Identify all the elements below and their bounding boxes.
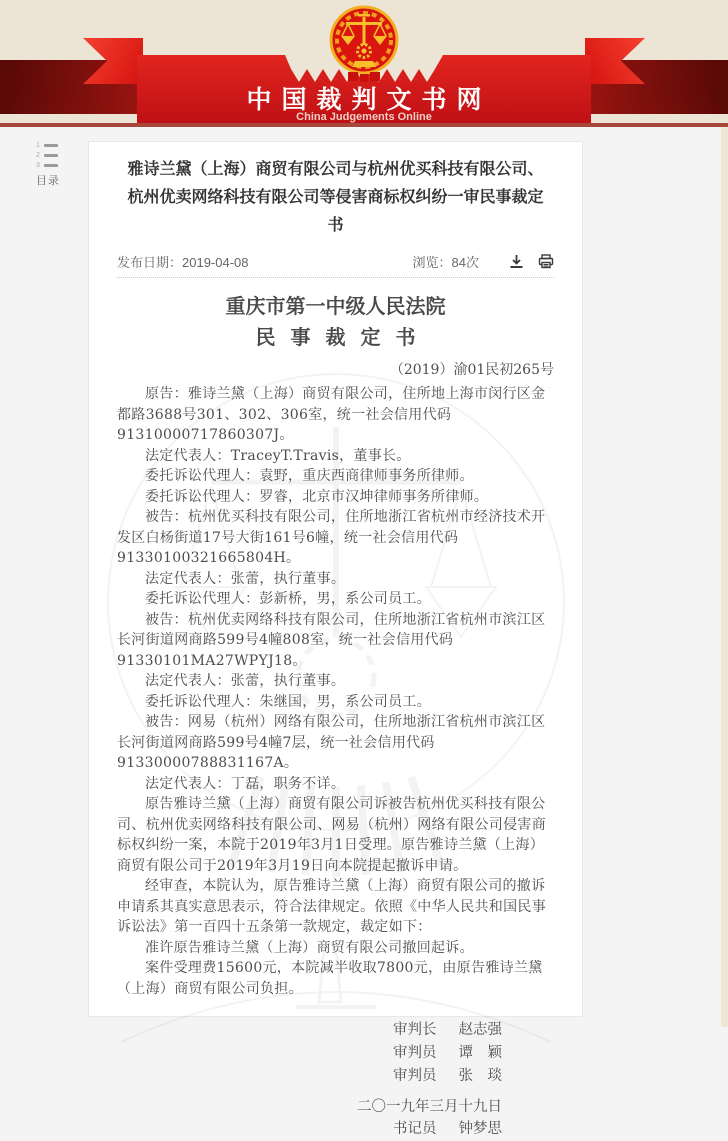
document-title: 雅诗兰黛（上海）商贸有限公司与杭州优买科技有限公司、杭州优卖网络科技有限公司等侵害商标权纠纷一审民事裁定书 bbox=[127, 161, 544, 234]
doc-paragraph: 原告：雅诗兰黛（上海）商贸有限公司，住所地上海市闵行区金都路3688号301、302、306室，统一社会信用代码91310000717860307J。 bbox=[117, 386, 546, 443]
view-count-label: 浏览： bbox=[412, 255, 452, 270]
site-subtitle: China Judgements Online bbox=[296, 111, 432, 123]
view-count bbox=[413, 252, 479, 271]
doc-paragraph: 被告：网易（杭州）网络有限公司，住所地浙江省杭州市滨江区长河街道网商路599号4幢7层，统一社会信用代码91330000788831167A。 bbox=[117, 714, 546, 771]
publish-date-value: 2019-04-08 bbox=[182, 255, 249, 270]
toc-bar bbox=[44, 164, 58, 167]
doc-paragraph: 经审查，本院认为，原告雅诗兰黛（上海）商贸有限公司的撤诉申请系其真实意思表示，符合法律规定。依照《中华人民共和国民事诉讼法》第一百四十五条第一款规定，裁定如下： bbox=[117, 878, 546, 935]
judgment-date: 二〇一九年三月十九日 bbox=[357, 1099, 502, 1115]
doc-paragraph: 委托诉讼代理人：彭新桥，男，系公司员工。 bbox=[145, 591, 431, 607]
judge-name: 张 琰 bbox=[458, 1068, 502, 1084]
judge-line bbox=[117, 1065, 502, 1088]
publish-date-label: 发布日期： bbox=[117, 255, 183, 270]
site-title: 中国裁判文书网 bbox=[246, 86, 492, 114]
toc-num: 2 bbox=[36, 152, 40, 159]
document-body bbox=[117, 384, 554, 999]
judge-name: 赵志强 bbox=[458, 1022, 502, 1038]
doc-paragraph: 准许原告雅诗兰黛（上海）商贸有限公司撤回起诉。 bbox=[145, 939, 474, 956]
doc-paragraph: 法定代表人：丁磊，职务不详。 bbox=[145, 775, 346, 792]
toc-num: 3 bbox=[36, 162, 40, 169]
judge-role: 审判员 bbox=[393, 1068, 437, 1084]
print-button[interactable] bbox=[538, 254, 554, 269]
doc-paragraph: 法定代表人：TraceyT.Travis，董事长。 bbox=[145, 447, 411, 464]
toc-bar bbox=[44, 144, 58, 147]
doc-paragraph: 委托诉讼代理人：罗睿，北京市汉坤律师事务所律师。 bbox=[145, 488, 489, 505]
doc-paragraph: 被告：杭州优买科技有限公司，住所地浙江省杭州市经济技术开发区白杨街道17号大街161号6幢，统一社会信用代码91330100321665804H。 bbox=[117, 509, 546, 566]
clerk-role: 书记员 bbox=[393, 1121, 437, 1137]
document-card bbox=[88, 141, 583, 1137]
clerk-line bbox=[117, 1118, 502, 1141]
judge-line bbox=[117, 1019, 502, 1042]
toc-tab[interactable] bbox=[36, 142, 66, 188]
toc-num: 1 bbox=[36, 142, 40, 149]
doc-paragraph: 原告雅诗兰黛（上海）商贸有限公司诉被告杭州优买科技有限公司、杭州优卖网络科技有限公司、网易（杭州）网络有限公司侵害商标权纠纷一案，本院于2019年3月1日受理。原告雅诗兰黛（上海）商贸有限公司于2019年3月19日向本院提起撤诉申请。 bbox=[117, 796, 546, 874]
page-edge-strip bbox=[721, 127, 728, 1027]
judge-line bbox=[117, 1042, 502, 1065]
doc-paragraph: 案件受理费15600元，本院减半收取7800元，由原告雅诗兰黛（上海）商贸有限公司负担。 bbox=[117, 960, 543, 997]
judge-name: 谭 颖 bbox=[458, 1045, 502, 1061]
view-count-value: 84次 bbox=[451, 255, 479, 270]
document-meta-row bbox=[117, 252, 554, 278]
download-button[interactable] bbox=[509, 254, 524, 269]
doc-paragraph: 法定代表人：张蕾，执行董事。 bbox=[145, 673, 346, 689]
toc-list-icon bbox=[36, 142, 66, 169]
signature-block bbox=[117, 1019, 554, 1141]
download-icon bbox=[509, 254, 524, 269]
doc-paragraph: 被告：杭州优卖网络科技有限公司，住所地浙江省杭州市滨江区长河街道网商路599号4幢808室，统一社会信用代码91330101MA27WPYJ18。 bbox=[117, 611, 546, 669]
judge-role: 审判员 bbox=[393, 1045, 437, 1061]
publish-date bbox=[117, 252, 413, 271]
doc-paragraph: 委托诉讼代理人：袁野，重庆西商律师事务所律师。 bbox=[145, 468, 474, 484]
judge-role: 审判长 bbox=[393, 1022, 437, 1038]
clerk-name: 钟梦思 bbox=[458, 1121, 502, 1137]
doc-paragraph: 法定代表人：张蕾，执行董事。 bbox=[145, 570, 346, 587]
court-emblem-icon bbox=[327, 4, 401, 82]
doc-paragraph: 委托诉讼代理人：朱继国，男，系公司员工。 bbox=[145, 693, 431, 710]
toc-bar bbox=[44, 154, 58, 157]
site-header bbox=[0, 0, 728, 127]
toc-label: 目录 bbox=[36, 175, 60, 187]
print-icon bbox=[538, 254, 554, 269]
case-number: （2019）渝01民初265号 bbox=[389, 362, 554, 378]
court-name: 重庆市第一中级人民法院 bbox=[225, 294, 446, 318]
document-type: 民事裁定书 bbox=[255, 325, 431, 349]
